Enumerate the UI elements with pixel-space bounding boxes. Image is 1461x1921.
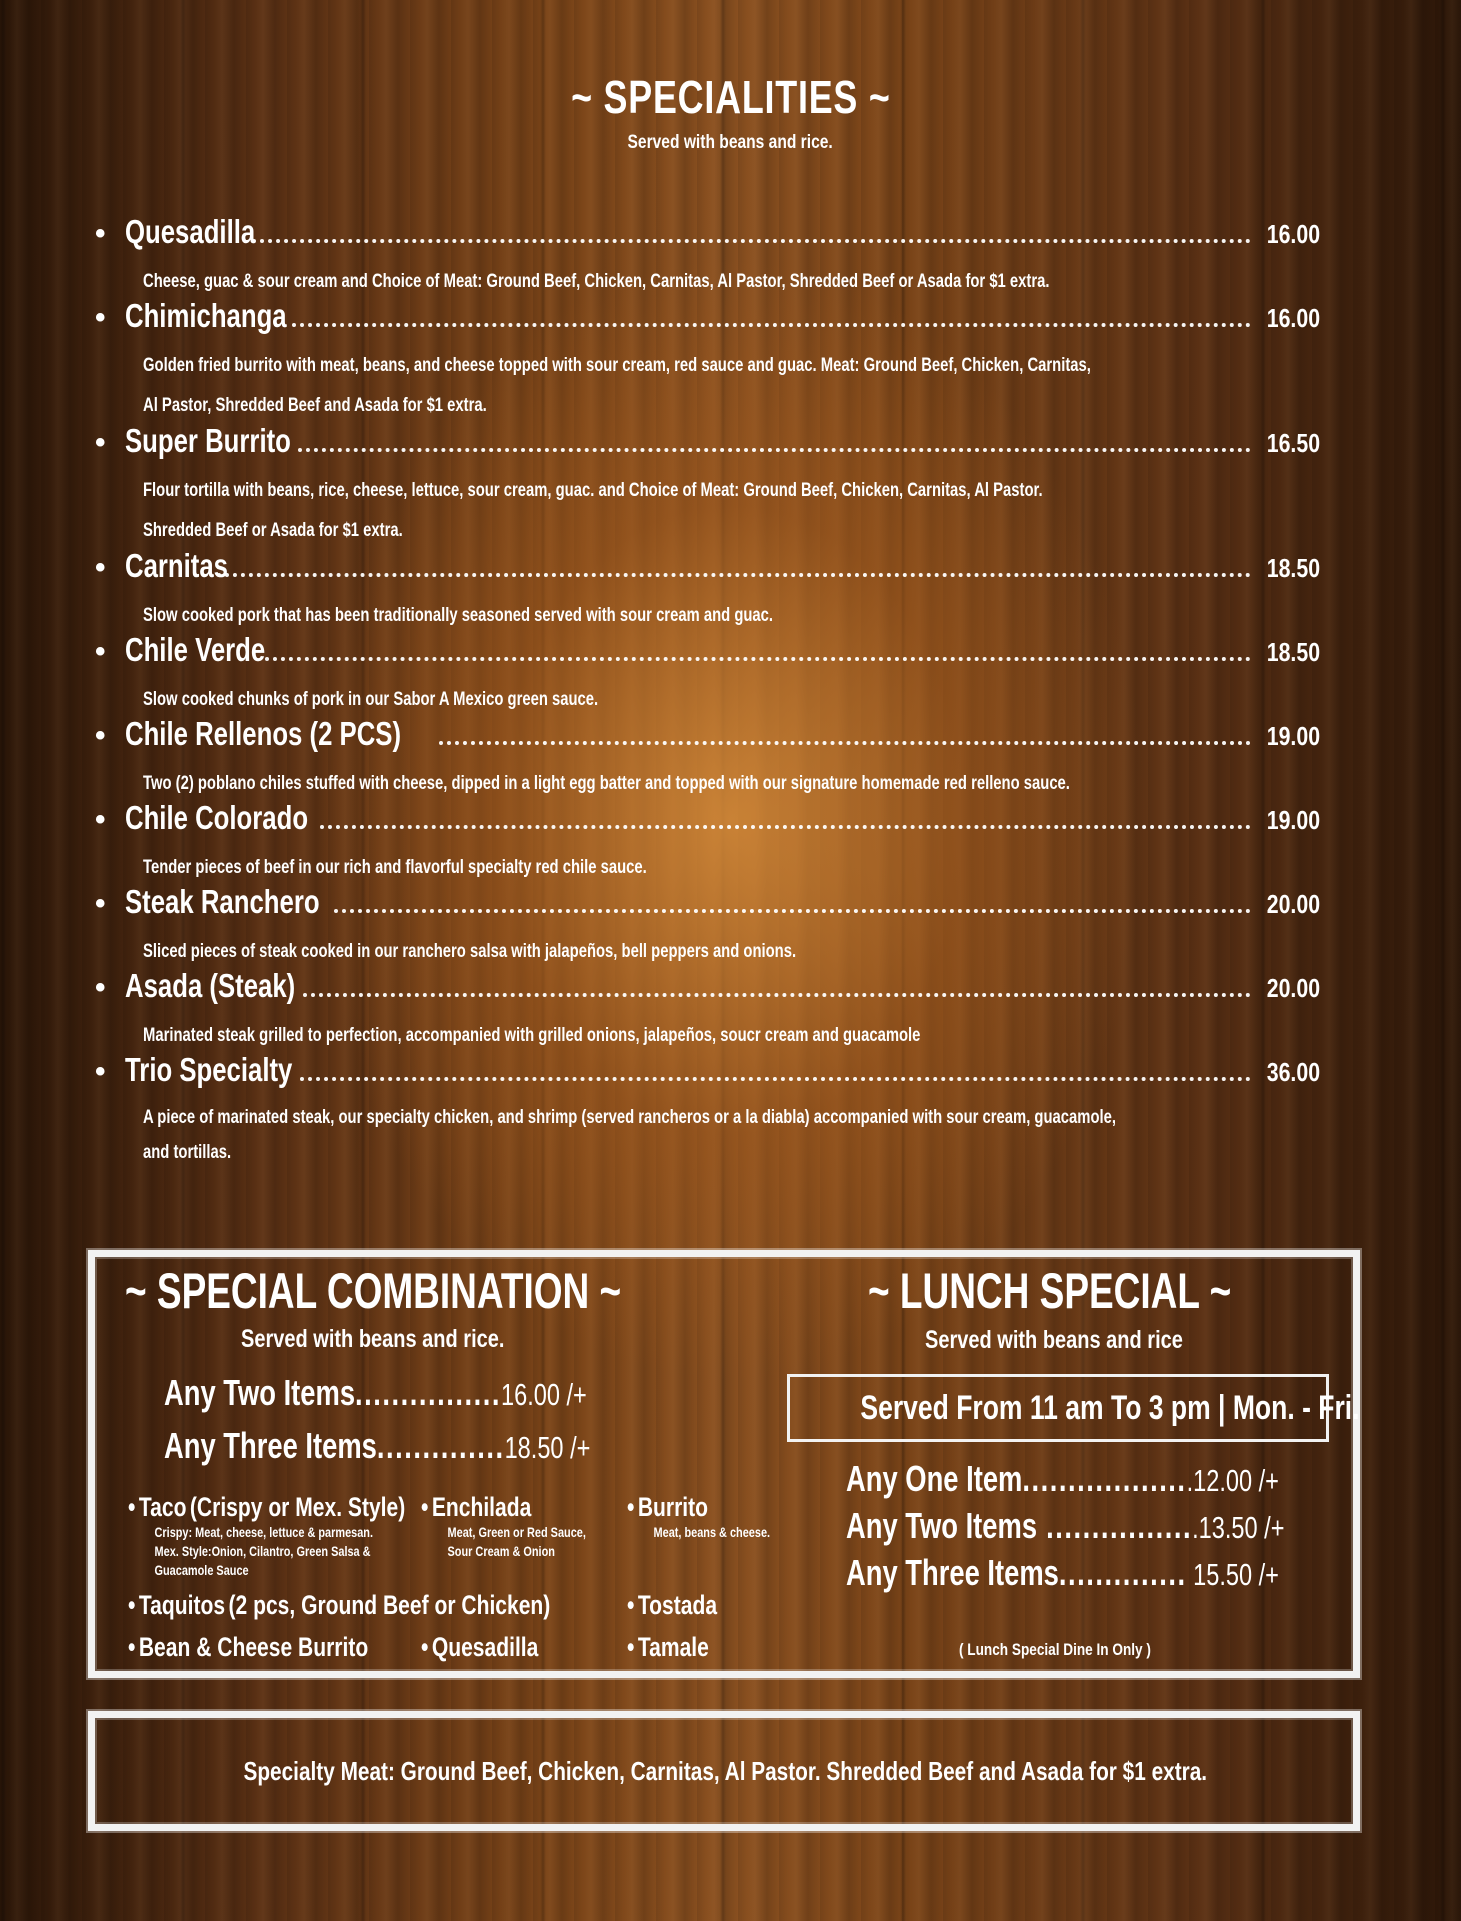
lunch-price-two-items xyxy=(846,1505,1284,1547)
lunch-hours-box xyxy=(787,1374,1360,1442)
leader-dots xyxy=(265,656,1251,661)
bullet-icon: • xyxy=(95,971,106,1004)
option-bean-cheese-burrito xyxy=(128,1632,368,1663)
bullet-icon: • xyxy=(95,1055,106,1088)
item-description: Slow cooked pork that has been traditionally seasoned served with sour cream and guac. xyxy=(143,605,774,626)
leader-dots xyxy=(303,992,1251,997)
menu-item-chile-rellenos xyxy=(95,715,1320,759)
item-description: Flour tortilla with beans, rice, cheese, lettuce, sour cream, guac. and Choice of Meat: Ground Beef, Chicken, Carnitas, Al Pastor. xyxy=(143,480,1043,501)
price-value: 18.50 /+ xyxy=(504,1430,591,1465)
specialities-header xyxy=(0,70,1461,154)
price-label: Any Two Items xyxy=(846,1505,1038,1546)
item-description: Shredded Beef or Asada for $1 extra. xyxy=(143,520,403,541)
combo-price-two-items xyxy=(164,1372,587,1414)
menu-item-chile-colorado xyxy=(95,799,1320,843)
item-price: 16.00 xyxy=(1266,303,1320,333)
option-bullet-icon: • xyxy=(421,1492,429,1522)
price-value: 16.00 /+ xyxy=(500,1377,587,1412)
item-price: 18.50 xyxy=(1266,553,1320,583)
item-name: Chile Colorado xyxy=(125,799,309,836)
item-name: Chile Rellenos (2 PCS) xyxy=(125,715,402,752)
bullet-icon: • xyxy=(95,803,106,836)
leader-dots xyxy=(217,572,1251,577)
item-description: Slow cooked chunks of pork in our Sabor A Mexico green sauce. xyxy=(143,689,599,710)
item-description: Marinated steak grilled to perfection, accompanied with grilled onions, jalapeños, soucr cream and guacamole xyxy=(143,1025,921,1046)
item-name: Asada (Steak) xyxy=(125,967,296,1004)
option-name: Quesadilla xyxy=(431,1632,539,1662)
lunch-price-one-item xyxy=(846,1458,1279,1500)
option-enchilada xyxy=(421,1492,586,1561)
item-price: 16.50 xyxy=(1266,428,1320,458)
price-value: .12.00 /+ xyxy=(1186,1463,1279,1498)
option-note: Mex. Style:Onion, Cilantro, Green Salsa & xyxy=(154,1543,371,1559)
bullet-icon: • xyxy=(95,426,106,459)
leader-dots xyxy=(320,824,1251,829)
leader-dots xyxy=(252,238,1251,243)
menu-item-quesadilla xyxy=(95,213,1320,257)
option-bullet-icon: • xyxy=(421,1632,429,1662)
menu-item-asada xyxy=(95,967,1320,1011)
lunch-dine-in-note xyxy=(830,1640,1280,1660)
item-name: Carnitas xyxy=(125,547,229,584)
item-price: 36.00 xyxy=(1266,1057,1320,1087)
price-dots: .............. xyxy=(376,1425,505,1466)
price-dots: ................ xyxy=(1037,1505,1193,1546)
bullet-icon: • xyxy=(95,217,106,250)
bullet-icon: • xyxy=(95,551,106,584)
option-note: Sour Cream & Onion xyxy=(447,1543,555,1559)
item-price: 19.00 xyxy=(1266,721,1320,751)
option-paren: (2 pcs, Ground Beef or Chicken) xyxy=(228,1590,551,1620)
specialty-meat-text: Specialty Meat: Ground Beef, Chicken, Carnitas, Al Pastor. Shredded Beef and Asada for $1 extra. xyxy=(243,1756,1207,1786)
price-value: .13.50 /+ xyxy=(1192,1510,1285,1545)
price-label: Any One Item xyxy=(846,1458,1023,1499)
option-tamale xyxy=(627,1632,709,1663)
lunch-hours: Served From 11 am To 3 pm | Mon. - Fri. xyxy=(860,1389,1360,1427)
option-name: Tostada xyxy=(637,1590,718,1620)
option-name: Taco xyxy=(138,1492,187,1522)
leader-dots xyxy=(439,740,1251,745)
combination-title: ~ SPECIAL COMBINATION ~ xyxy=(125,1263,622,1319)
item-description: Sliced pieces of steak cooked in our ranchero salsa with jalapeños, bell peppers and onions. xyxy=(143,941,797,962)
price-value: 15.50 /+ xyxy=(1186,1557,1279,1592)
bullet-icon: • xyxy=(95,635,106,668)
item-name: Chimichanga xyxy=(125,297,287,334)
item-name: Quesadilla xyxy=(125,213,256,250)
item-name: Steak Ranchero xyxy=(125,883,320,920)
item-description: A piece of marinated steak, our specialty chicken, and shrimp (served rancheros or a la diabla) accompanied with sour cream, guacamole, xyxy=(143,1107,1116,1128)
option-bullet-icon: • xyxy=(128,1632,136,1662)
option-burrito xyxy=(627,1492,770,1542)
option-bullet-icon: • xyxy=(128,1492,136,1522)
price-dots: ................ xyxy=(355,1372,501,1413)
lunch-price-three-items xyxy=(846,1552,1279,1594)
option-name: Tamale xyxy=(637,1632,709,1662)
option-note: Meat, beans & cheese. xyxy=(653,1524,771,1540)
option-taquitos xyxy=(128,1590,550,1621)
price-label: Any Two Items xyxy=(164,1372,356,1413)
option-note: Guacamole Sauce xyxy=(154,1562,249,1578)
combination-subtitle: Served with beans and rice. xyxy=(241,1325,505,1353)
leader-dots xyxy=(298,447,1251,452)
menu-item-carnitas xyxy=(95,547,1320,591)
item-description: Two (2) poblano chiles stuffed with cheese, dipped in a light egg batter and topped with our signature homemade red relleno sauce. xyxy=(143,773,1070,794)
option-bullet-icon: • xyxy=(627,1590,635,1620)
item-name: Chile Verde xyxy=(125,631,266,668)
option-paren: (Crispy or Mex. Style) xyxy=(189,1492,406,1522)
price-label: Any Three Items xyxy=(846,1552,1059,1593)
option-name: Burrito xyxy=(637,1492,709,1522)
specialty-meat-note xyxy=(95,1756,1355,1787)
item-description: and tortillas. xyxy=(143,1142,232,1163)
bullet-icon: • xyxy=(95,719,106,752)
bullet-icon: • xyxy=(95,301,106,334)
option-taco xyxy=(128,1492,405,1580)
option-tostada xyxy=(627,1590,717,1621)
bullet-icon: • xyxy=(95,887,106,920)
menu-item-chile-verde xyxy=(95,631,1320,675)
menu-item-trio-specialty xyxy=(95,1051,1320,1095)
item-name: Trio Specialty xyxy=(125,1051,293,1088)
leader-dots xyxy=(334,908,1250,913)
leader-dots xyxy=(292,322,1251,327)
menu-item-chimichanga xyxy=(95,297,1320,341)
combo-price-three-items xyxy=(164,1425,590,1467)
price-dots: .............. xyxy=(1058,1552,1187,1593)
item-price: 20.00 xyxy=(1266,973,1320,1003)
specialities-title: ~ SPECIALITIES ~ xyxy=(570,71,891,123)
item-price: 16.00 xyxy=(1266,219,1320,249)
price-label: Any Three Items xyxy=(164,1425,377,1466)
specialities-subtitle xyxy=(0,132,1461,154)
item-description: Al Pastor, Shredded Beef and Asada for $1 extra. xyxy=(143,395,487,416)
option-name: Bean & Cheese Burrito xyxy=(138,1632,369,1662)
option-bullet-icon: • xyxy=(128,1590,136,1620)
menu-item-steak-ranchero xyxy=(95,883,1320,927)
option-name: Taquitos xyxy=(138,1590,226,1620)
option-bullet-icon: • xyxy=(627,1632,635,1662)
item-price: 18.50 xyxy=(1266,637,1320,667)
option-name: Enchilada xyxy=(431,1492,532,1522)
item-description: Tender pieces of beef in our rich and flavorful specialty red chile sauce. xyxy=(143,857,647,878)
menu-item-super-burrito xyxy=(95,422,1320,466)
lunch-note-text: ( Lunch Special Dine In Only ) xyxy=(959,1640,1151,1659)
specialities-subtitle-text: Served with beans and rice. xyxy=(627,132,834,153)
lunch-subtitle: Served with beans and rice xyxy=(925,1326,1183,1354)
item-name: Super Burrito xyxy=(125,422,291,459)
option-note: Crispy: Meat, cheese, lettuce & parmesan. xyxy=(154,1524,374,1540)
leader-dots xyxy=(300,1076,1251,1081)
item-description: Golden fried burrito with meat, beans, and cheese topped with sour cream, red sauce and guac. Meat: Ground Beef, Chicken, Carnitas, xyxy=(143,355,1091,376)
option-note: Meat, Green or Red Sauce, xyxy=(447,1524,586,1540)
price-dots: .................. xyxy=(1022,1458,1187,1499)
item-description: Cheese, guac & sour cream and Choice of Meat: Ground Beef, Chicken, Carnitas, Al Pastor, Shredded Beef or Asada for $1 extra. xyxy=(143,271,1050,292)
item-price: 20.00 xyxy=(1266,889,1320,919)
option-quesadilla xyxy=(421,1632,538,1663)
option-bullet-icon: • xyxy=(627,1492,635,1522)
lunch-title: ~ LUNCH SPECIAL ~ xyxy=(868,1263,1232,1319)
item-price: 19.00 xyxy=(1266,805,1320,835)
